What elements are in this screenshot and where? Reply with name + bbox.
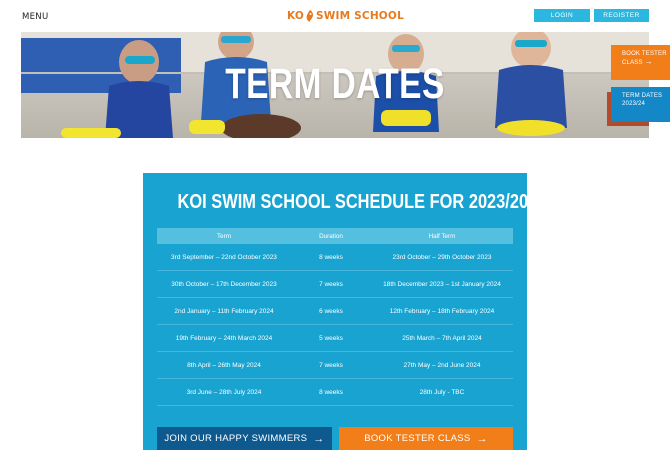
half-term-cell: 12th February – 18th February 2024 xyxy=(389,307,495,315)
schedule-table-header xyxy=(157,228,513,244)
table-row xyxy=(157,379,513,406)
duration-cell: 6 weeks xyxy=(319,307,343,315)
arrow-right-icon: → xyxy=(313,432,325,445)
duration-cell: 7 weeks xyxy=(319,280,343,288)
duration-cell: 8 weeks xyxy=(319,388,343,396)
koi-fish-icon xyxy=(304,9,316,23)
column-header-half-term: Half Term xyxy=(428,232,456,240)
term-dates-tab[interactable] xyxy=(611,87,670,122)
column-header-term: Term xyxy=(217,232,231,240)
tab-label-line1: TERM DATES xyxy=(622,93,663,99)
koi-swim-school-logo[interactable] xyxy=(287,8,404,24)
duration-cell: 5 weeks xyxy=(319,334,343,342)
duration-cell: 7 weeks xyxy=(319,361,343,369)
register-button[interactable]: REGISTER xyxy=(594,9,649,22)
term-cell: 3rd June – 28th July 2024 xyxy=(186,388,262,396)
logo-text-right: SWIM SCHOOL xyxy=(316,10,404,22)
hero-banner xyxy=(21,32,649,138)
half-term-cell: 18th December 2023 – 1st January 2024 xyxy=(383,280,501,288)
join-happy-swimmers-button[interactable] xyxy=(157,427,332,450)
schedule-table-body xyxy=(157,244,513,406)
table-row xyxy=(157,298,513,325)
login-button[interactable]: LOGIN xyxy=(534,9,590,22)
page-title: TERM DATES xyxy=(225,60,445,108)
duration-cell: 8 weeks xyxy=(319,253,343,261)
button-label: BOOK TESTER CLASS xyxy=(364,433,471,444)
table-row xyxy=(157,244,513,271)
schedule-title: KOI SWIM SCHOOL SCHEDULE FOR 2023/2024 xyxy=(177,191,547,213)
button-label: JOIN OUR HAPPY SWIMMERS xyxy=(164,433,308,444)
logo-text-left: KO xyxy=(287,10,304,22)
table-row xyxy=(157,271,513,298)
half-term-cell: 23rd October – 29th October 2023 xyxy=(392,253,492,261)
half-term-cell: 25th March – 7th April 2024 xyxy=(402,334,482,342)
tab-label-line1: BOOK TESTER xyxy=(622,51,667,57)
term-cell: 30th October – 17th December 2023 xyxy=(171,280,277,288)
table-row xyxy=(157,325,513,352)
tab-label-line2: 2023/24 xyxy=(622,101,646,107)
tab-label-line2: CLASS → xyxy=(622,57,653,66)
arrow-right-icon: → xyxy=(644,57,653,66)
arrow-right-icon: → xyxy=(476,432,488,445)
term-cell: 2nd January – 11th February 2024 xyxy=(174,307,274,315)
schedule-card xyxy=(143,173,547,450)
book-tester-class-tab[interactable] xyxy=(611,45,670,80)
term-cell: 3rd September – 22nd October 2023 xyxy=(171,253,277,261)
term-cell: 8th April – 26th May 2024 xyxy=(187,361,261,369)
half-term-cell: 27th May – 2nd June 2024 xyxy=(403,361,481,369)
menu-button[interactable]: MENU xyxy=(22,12,49,22)
table-row xyxy=(157,352,513,379)
book-tester-class-button[interactable] xyxy=(339,427,513,450)
column-header-duration: Duration xyxy=(319,232,343,240)
half-term-cell: 28th July - TBC xyxy=(419,388,465,396)
term-cell: 19th February – 24th March 2024 xyxy=(175,334,273,342)
